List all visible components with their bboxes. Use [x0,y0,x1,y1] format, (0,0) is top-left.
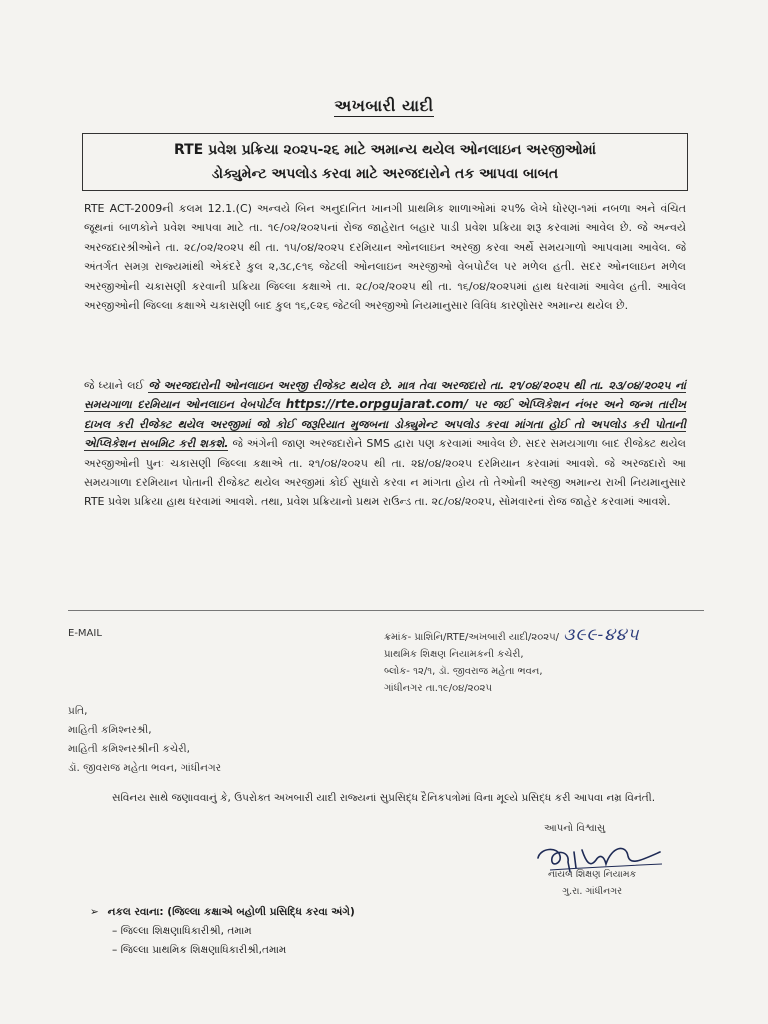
recipient-block [68,702,221,778]
reference-block [384,627,734,697]
closing-phrase: આપનો વિશ્વાસુ [544,823,606,834]
para2-rest: જે અંગેની જાણ અરજદારોને SMS દ્વારા પણ કરવામાં આવેલ છે. સદર સમયગાળા બાદ રીજેક્ટ થયેલ અરજીઓની પુનઃ ચકાસણી જિલ્લા કક્ષાએ તા. ૨૧/૦૪/૨૦૨૫ થી તા. ૨૪/૦૪/૨૦૨૫ દરમિયાન કરવામાં આવશે. જે અરજદારો આ સમયગાળા દરમિયાન પોતાની રીજેક્ટ થયેલ અરજીમાં કોઈ સુધારો કરવા ન માંગતા હોય તો તેઓની અરજી અમાન્ય રાખી નિયમાનુસાર RTE પ્રવેશ પ્રક્રિયા હાથ ધરવામાં આવશે. તથા, પ્રવેશ પ્રક્રિયાનો પ્રથમ રાઉન્ડ તા. ૨૮/૦૪/૨૦૨૫, સોમવારનાં રોજ જાહેર કરવામાં આવશે. [84,437,686,509]
paragraph-instructions [84,376,686,512]
arrow-bullet-icon: ➢ [90,906,99,918]
recipient-line-2: માહિતી કમિશ્નરશ્રીની કચેરી, [68,743,190,755]
signatory-title: નાયબ શિક્ષણ નિયામક [548,869,637,880]
copy-heading: નકલ રવાના: (જિલ્લા કક્ષાએ બહોળી પ્રસિદ્ધિ કરવા અંગે) [107,906,355,918]
document-title [0,96,768,116]
signatory-place: ગુ.રા. ગાંધીનગર [562,886,623,897]
paragraph-background: RTE ACT-2009ની કલમ 12.1.(C) અન્વયે બિન અનુદાનિત ખાનગી પ્રાથમિક શાળાઓમાં ૨૫% લેખે ધોરણ-૧માં નબળા અને વંચિત જૂથનાં બાળકોને પ્રવેશ આપવા માટે તા. ૧૯/૦૨/૨૦૨૫નાં રોજ જાહેરાત બહાર પાડી પ્રવેશ પ્રક્રિયા શરૂ કરવામાં આવેલ છે. જે અન્વયે અરજદારશ્રીઓને તા. ૨૮/૦૨/૨૦૨૫ થી તા. ૧૫/૦૪/૨૦૨૫ દરમિયાન ઓનલાઇન અરજી કરવા અર્થે સમયગાળો આપવામા આવેલ. જે અંતર્ગત સમગ્ર રાજ્યમાંથી એકંદરે કુલ ૨,૩૮,૯૧૬ જેટલી ઓનલાઇન અરજીઓ વેબપોર્ટલ પર મળેલ હતી. સદર ઓનલાઇન મળેલ અરજીઓની ચકાસણી કરવાની પ્રક્રિયા જિલ્લા કક્ષાએ તા. ૨૮/૦૨/૨૦૨૫ થી તા. ૧૬/૦૪/૨૦૨૫માં હાથ ધરવામાં આવેલ હતી. આવેલ અરજીઓની જિલ્લા કક્ષાએ ચકાસણી બાદ કુલ ૧૬,૯૨૬ જેટલી અરજીઓ નિયમાનુસાર વિવિધ કારણોસર અમાન્ય થયેલ છે. [84,202,686,313]
para2-emphasis-1: જે અરજદારોની ઓનલાઇન અરજી રીજેક્ટ થયેલ છે. માત્ર તેવા અરજદારો તા. ૨૧/૦૪/૨૦૨૫ થી તા. ૨૩/૦૪/૨૦૨૫ નાં સમયગાળા દરમિયાન ઓનલાઇન વેબપોર્ટલ [84,379,686,412]
subject-box [82,133,688,191]
title-text: અખબારી યાદી [334,96,434,115]
subject-line-1: RTE પ્રવેશ પ્રક્રિયા ૨૦૨૫-૨૬ માટે અમાન્ય થયેલ ઓનલાઇન અરજીઓમાં [173,142,597,158]
publication-request: સવિનય સાથે જણાવવાનું કે, ઉપરોક્ત અખબારી યાદી રાજ્યનાં સુપ્રસિદ્ધ દૈનિકપત્રોમાં વિના મૂલ્યે પ્રસિદ્ધ કરી આપવા નમ્ર વિનંતી. [112,792,656,804]
reference-number-line [384,627,734,646]
recipient-line-3: ડૉ. જીવરાજ મહેતા ભવન, ગાંધીનગર [68,762,222,774]
portal-url-link[interactable]: https://rte.orpgujarat.com/ [285,397,469,412]
office-address: બ્લોક- ૧૨/૧, ડૉ. જીવરાજ મહેતા ભવન, [384,666,543,677]
para2-emphasis-2: પર જઈ એપ્લિકેશન નંબર અને જન્મ તારીખ દાખલ કરી રીજેક્ટ થયેલ અરજીમાં જો કોઈ જરૂરિયાત મુજબના ડોક્યુમેન્ટ અપલોડ કરવા માંગતા હોઈ તો અપલોડ કરી પોતાની એપ્લિકેશન સબમિટ કરી શકશે. [84,398,687,451]
handwritten-number: ૩૯૯-૪૪૫ [563,625,640,645]
para2-start: જે ધ્યાને લઈ [84,379,149,392]
office-name: પ્રાથમિક શિક્ષણ નિયામકની કચેરી, [384,649,524,660]
copy-item-1: – જિલ્લા શિક્ષણાધિકારીશ્રી, તમામ [112,925,252,937]
reference-number: ક્રમાંક- પ્રાશિનિ/RTE/અખબારી યાદી/૨૦૨૫/ [384,632,560,643]
recipient-label: પ્રતિ, [68,705,88,717]
copy-item-2: – જિલ્લા પ્રાથમિક શિક્ષણાધિકારીશ્રી,તમામ [112,944,287,956]
subject-line-2: ડોક્યુમેન્ટ અપલોડ કરવા માટે અરજદારોને તક આપવા બાબત [211,166,559,182]
signatory-block [548,866,636,900]
copy-heading-line [90,903,355,922]
divider [68,610,704,611]
recipient-line-1: માહિતી કમિશ્નરશ્રી, [68,724,152,736]
place-date: ગાંધીનગર તા.૧૯/૦૪/૨૦૨૫ [384,683,493,694]
copy-to-block [90,903,355,960]
email-label: E-MAIL [68,628,102,639]
